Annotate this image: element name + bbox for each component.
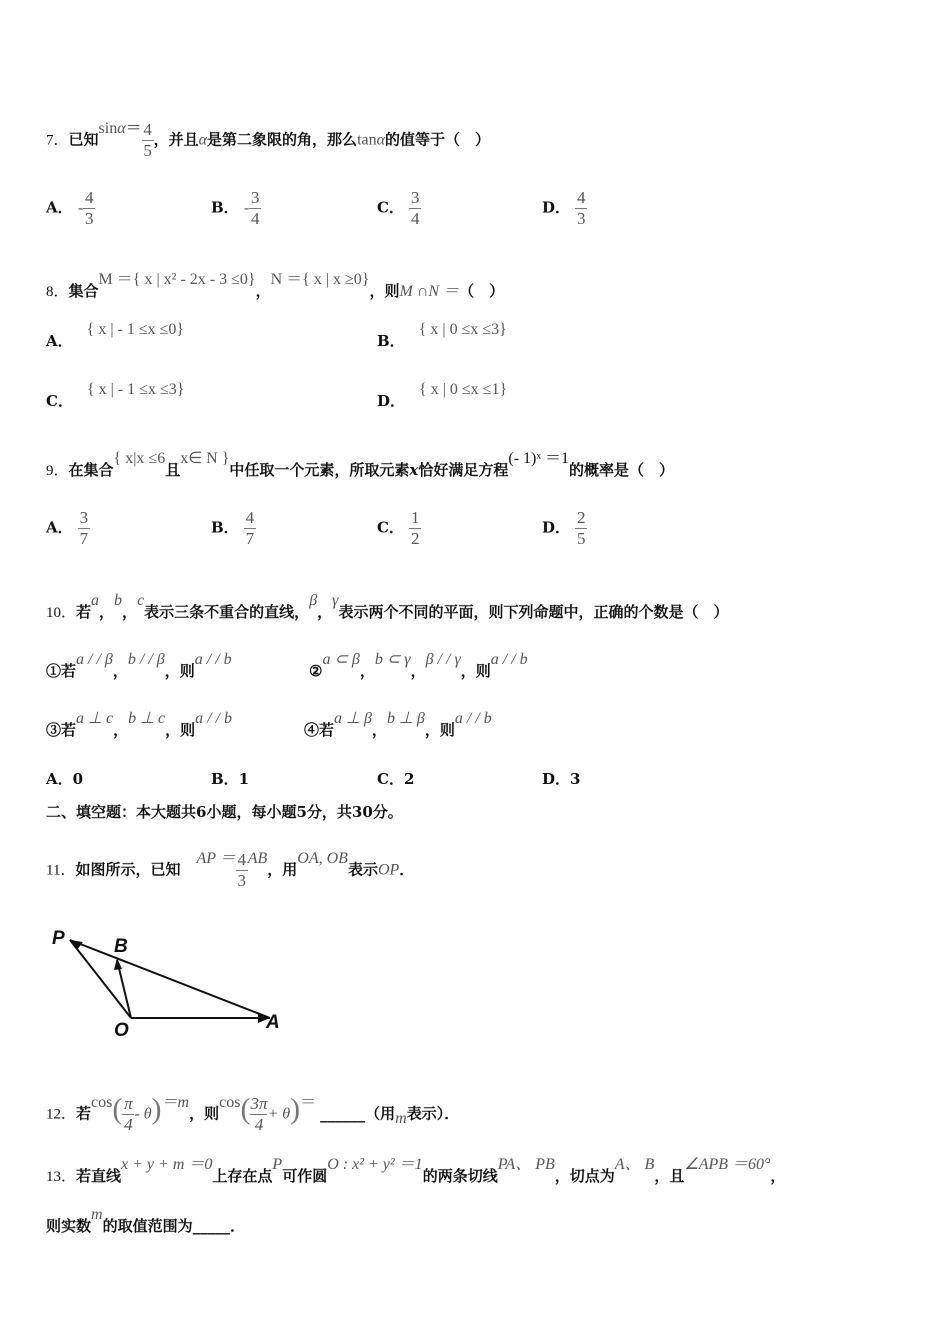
- answer-blank[interactable]: ______: [320, 1104, 366, 1123]
- q7-option-a: A． - $\frac{4}{3}$: [46, 188, 94, 228]
- question-8: 8．集合M ＝{ x | x² - 2x - 3 ≤0}，N ＝{ x | x ≥0}，则M ∩N ＝（ ）: [46, 271, 505, 300]
- q8-option-d: D．{ x | 0 ≤x ≤1}: [377, 381, 508, 410]
- set-n: N ＝{ x | x ≥0}: [270, 271, 370, 288]
- q10-proposition-2: ②a ⊂ β，b ⊂ γ，β / / γ，则a / / b: [309, 651, 528, 680]
- q8-option-a: A．{ x | - 1 ≤x ≤0}: [46, 321, 185, 350]
- label-p: P: [52, 928, 65, 949]
- q9-option-b: B． $\frac{4}{7}$: [211, 508, 255, 548]
- question-13-line-2: 则实数m的取值范围为_____．: [46, 1206, 246, 1235]
- q10-proposition-3: ③若a ⊥ c，b ⊥ c，则a / / b: [46, 710, 233, 739]
- q9-option-d: D． $\frac{2}{5}$: [542, 508, 586, 548]
- vector-figure: [44, 922, 294, 1038]
- question-10: 10．若a，b，c表示三条不重合的直线，β，γ表示两个不同的平面，则下列命题中，正确的个数是（ ）: [46, 592, 729, 621]
- question-7: 7．已知sinα＝ $\frac{4}{5}$ ，并且α是第二象限的角，那么tanα的值等于（ ）: [46, 119, 491, 160]
- label-a: A: [266, 1012, 280, 1033]
- q9-option-a: A． $\frac{3}{7}$: [46, 508, 89, 548]
- q7-option-d: D． $\frac{4}{3}$: [542, 188, 586, 228]
- set-m: M ＝{ x | x² - 2x - 3 ≤0}: [98, 271, 256, 288]
- question-13: 13．若直线x + y + m ＝0上存在点P可作圆O : x² + y² ＝1的两条切线PA、 PB，切点为A、 B，且∠APB ＝60°，: [46, 1156, 786, 1185]
- q10-proposition-1: ①若a / / β，b / / β，则a / / b: [46, 651, 232, 680]
- label-b: B: [114, 936, 128, 957]
- q10-option-a: A．0: [46, 770, 84, 788]
- q8-option-b: B．{ x | 0 ≤x ≤3}: [377, 321, 507, 350]
- question-12: 12．若cos( $\frac{\pi}{4}$ - θ)＝m，则cos( $\frac{3\pi}{4}$ + θ)＝______（用m表示）．: [46, 1092, 460, 1134]
- q10-proposition-4: ④若a ⊥ β，b ⊥ β，则a / / b: [304, 710, 492, 739]
- q10-option-d: D．3: [542, 770, 581, 788]
- q7-option-b: B． - $\frac{3}{4}$: [211, 188, 260, 228]
- fraction-4-5: $\frac{4}{5}$: [143, 120, 152, 160]
- question-11: 11．如图所示，已知AP ＝ $\frac{4}{3}$ AB，用OA, OB表示OP．: [46, 849, 415, 890]
- q7-option-c: C． $\frac{3}{4}$: [377, 188, 420, 228]
- section-heading: 二、填空题：本大题共6小题，每小题5分，共30分。: [46, 803, 403, 821]
- q8-option-c: C．{ x | - 1 ≤x ≤3}: [46, 381, 185, 410]
- q9-option-c: C． $\frac{1}{2}$: [377, 508, 420, 548]
- q10-option-c: C．2: [377, 770, 415, 788]
- answer-blank[interactable]: _____: [192, 1217, 231, 1235]
- q10-option-b: B．1: [211, 770, 250, 788]
- label-o: O: [114, 1020, 129, 1038]
- question-9: 9．在集合{ x|x ≤6且x∈ N }中任取一个元素，所取元素x恰好满足方程(- 1)ˣ ＝1的概率是（ ）: [46, 450, 675, 479]
